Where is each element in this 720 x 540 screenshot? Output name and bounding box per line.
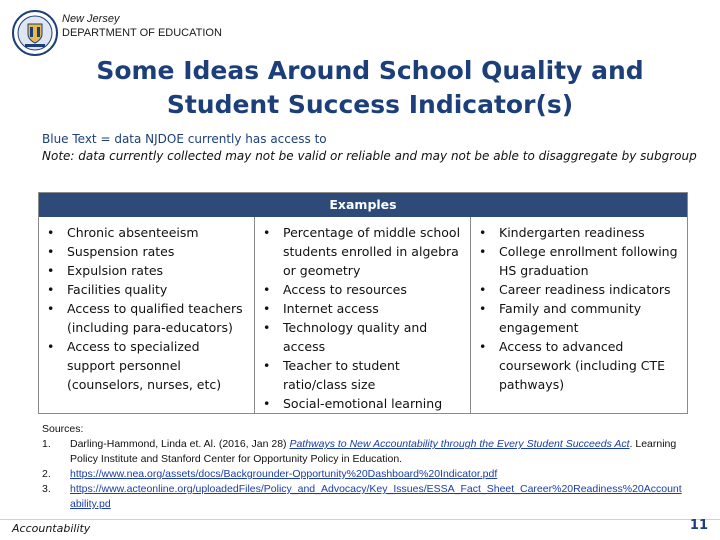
page-number: 11 <box>689 518 708 533</box>
list-item: • Facilities quality <box>43 280 248 299</box>
title-line-1: Some Ideas Around School Quality and <box>96 56 644 85</box>
list-item: • Expulsion rates <box>43 261 248 280</box>
footer-label: Accountability <box>12 522 91 535</box>
source-item <box>42 467 687 482</box>
data-note: Note: data currently collected may not be valid or reliable and may not be able to disaggregate by subgroup <box>42 149 697 163</box>
source-link[interactable]: https://www.acteonline.org/uploadedFiles/Policy_and_Advocacy/Key_Issues/ESSA_Fact_Sheet_Career%20Readiness%20Accountability.pd <box>70 483 682 510</box>
source-number: 1. <box>42 438 51 450</box>
source-prefix: Darling-Hammond, Linda et. Al. (2016, Jan 28) <box>70 438 290 450</box>
list-item: • Access to specialized support personnel (counselors, nurses, etc) <box>43 337 248 394</box>
blue-text-key: Blue Text = data NJDOE currently has access to <box>42 132 327 146</box>
list-item: • Access to resources <box>259 280 464 299</box>
list-item: • Technology quality and access <box>259 318 464 356</box>
source-item <box>42 482 687 512</box>
footer-divider <box>0 519 720 540</box>
list-item: • Internet access <box>259 299 464 318</box>
column-2 <box>255 217 471 414</box>
list-item: • Career readiness indicators <box>475 280 681 299</box>
page-title <box>80 54 660 122</box>
list-item: • Percentage of middle school students enrolled in algebra or geometry <box>259 223 464 280</box>
table-header: Examples <box>39 193 687 217</box>
list-item: • Family and community engagement <box>475 299 681 337</box>
list-item: • College enrollment following HS graduation <box>475 242 681 280</box>
column-3 <box>471 217 687 414</box>
list-item: • Chronic absenteeism <box>43 223 248 242</box>
source-number: 2. <box>42 468 51 480</box>
nj-seal-logo <box>12 10 58 56</box>
examples-table <box>38 192 688 414</box>
sources-label: Sources: <box>42 423 84 435</box>
list-item: • Access to advanced coursework (including CTE pathways) <box>475 337 681 394</box>
list-item: • Kindergarten readiness <box>475 223 681 242</box>
notes <box>42 131 702 165</box>
sources <box>42 422 687 512</box>
org-state: New Jersey <box>62 13 120 25</box>
title-line-2: Student Success Indicator(s) <box>166 90 574 119</box>
source-link[interactable]: Pathways to New Accountability through the Every Student Succeeds Act <box>289 438 630 450</box>
source-suffix: . Learning Policy Institute and Stanford Center for Opportunity Policy in Education. <box>70 438 677 465</box>
source-link[interactable]: https://www.nea.org/assets/docs/Backgrounder-Opportunity%20Dashboard%20Indicator.pdf <box>70 468 498 480</box>
list-item: • Teacher to student ratio/class size <box>259 356 464 394</box>
org-department: DEPARTMENT OF EDUCATION <box>62 27 222 39</box>
column-1 <box>39 217 255 414</box>
org-name <box>62 12 222 40</box>
source-item <box>42 437 687 467</box>
list-item: • Access to qualified teachers (including para-educators) <box>43 299 248 337</box>
source-number: 3. <box>42 483 51 495</box>
list-item: • Social-emotional learning <box>259 394 464 413</box>
list-item: • Suspension rates <box>43 242 248 261</box>
